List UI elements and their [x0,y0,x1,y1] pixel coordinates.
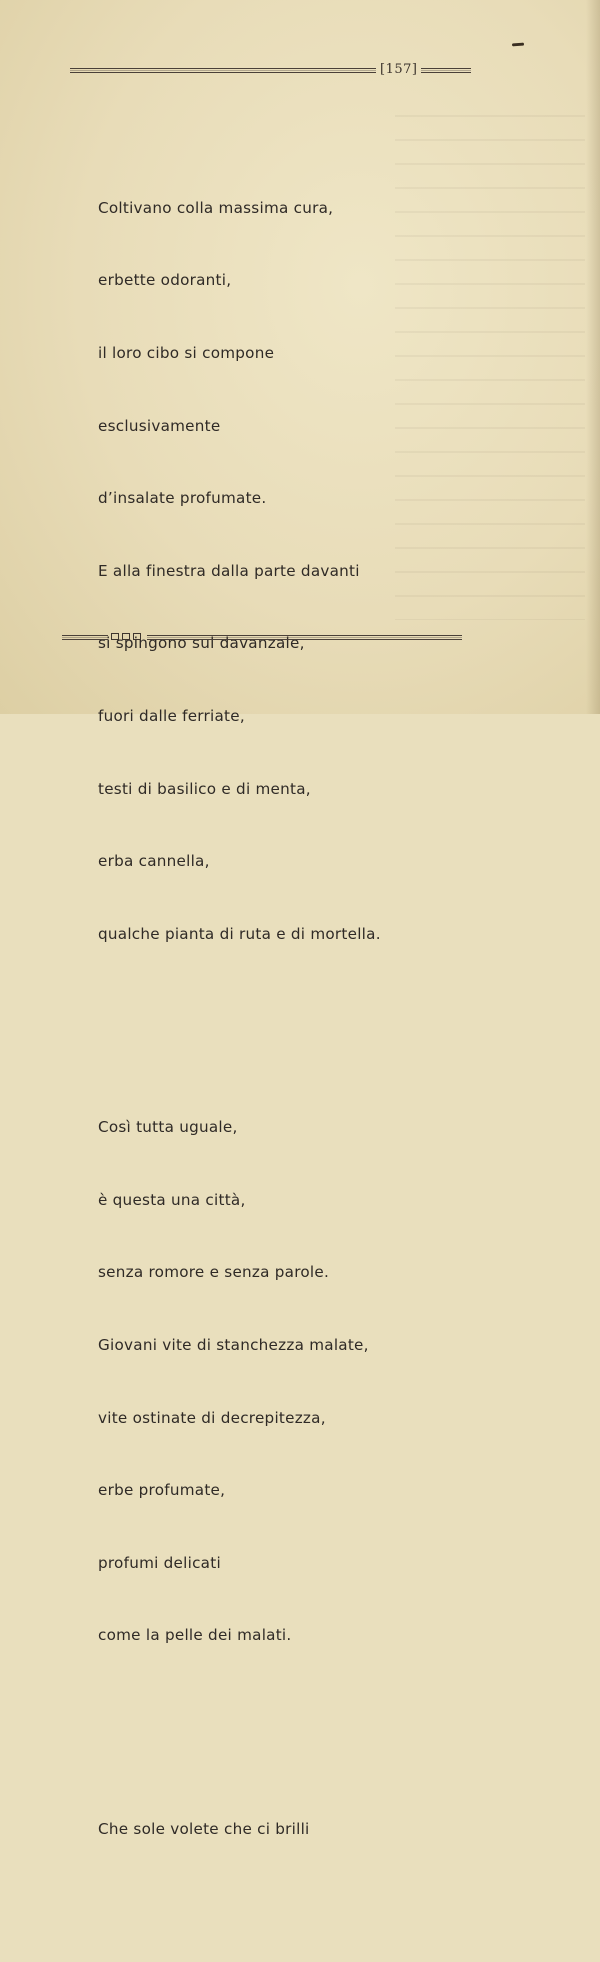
stanza-3 [98,1768,381,1889]
ornament-square-icon [122,633,130,640]
poem-line: qualche pianta di ruta e di mortella. [98,924,381,943]
poem-line: erba cannella, [98,852,210,871]
poem-line: è questa una città, [98,1190,246,1209]
header-rule-right [421,68,471,73]
stanza-1 [98,147,381,994]
poem-text [98,99,381,1962]
poem-line: d’insalate profumate. [98,489,267,508]
poem-line: erbe profumate, [98,1481,226,1500]
footer-rule-right [147,635,462,640]
poem-line: Così tutta uguale, [98,1118,238,1137]
ornament-square-icon [133,633,141,640]
stanza-2 [98,1067,381,1696]
header-rule-left [70,68,376,73]
poem-line: esclusivamente [98,416,221,435]
poem-line: E alla finestra dalla parte davanti [98,561,360,580]
poem-line: profumi delicati [98,1553,221,1572]
poem-line: il loro cibo si compone [98,344,275,362]
poem-line: senza romore e senza parole. [98,1263,330,1282]
poem-line: si spingono sul davanzale, [98,634,305,653]
poem-line: testi di basilico e di menta, [98,779,311,798]
ornament-square-icon [111,633,119,640]
poem-line: erbette odoranti, [98,271,232,290]
footer-rule-left [62,635,108,640]
poem-line: come la pelle dei malati. [98,1626,292,1645]
poem-line: Coltivano colla massima cura, [98,198,334,217]
show-through-texture [395,100,585,620]
poem-line: fuori dalle ferriate, [98,706,245,725]
poem-line: Giovani vite di stanchezza malate, [98,1335,369,1354]
page-number: [157] [380,62,418,77]
ink-speck [512,43,524,47]
footer-ornament [111,633,141,640]
poem-line: Che sole volete che ci brilli [98,1819,310,1838]
page-edge-shadow [586,0,600,714]
poem-line: vite ostinate di decrepitezza, [98,1408,326,1427]
